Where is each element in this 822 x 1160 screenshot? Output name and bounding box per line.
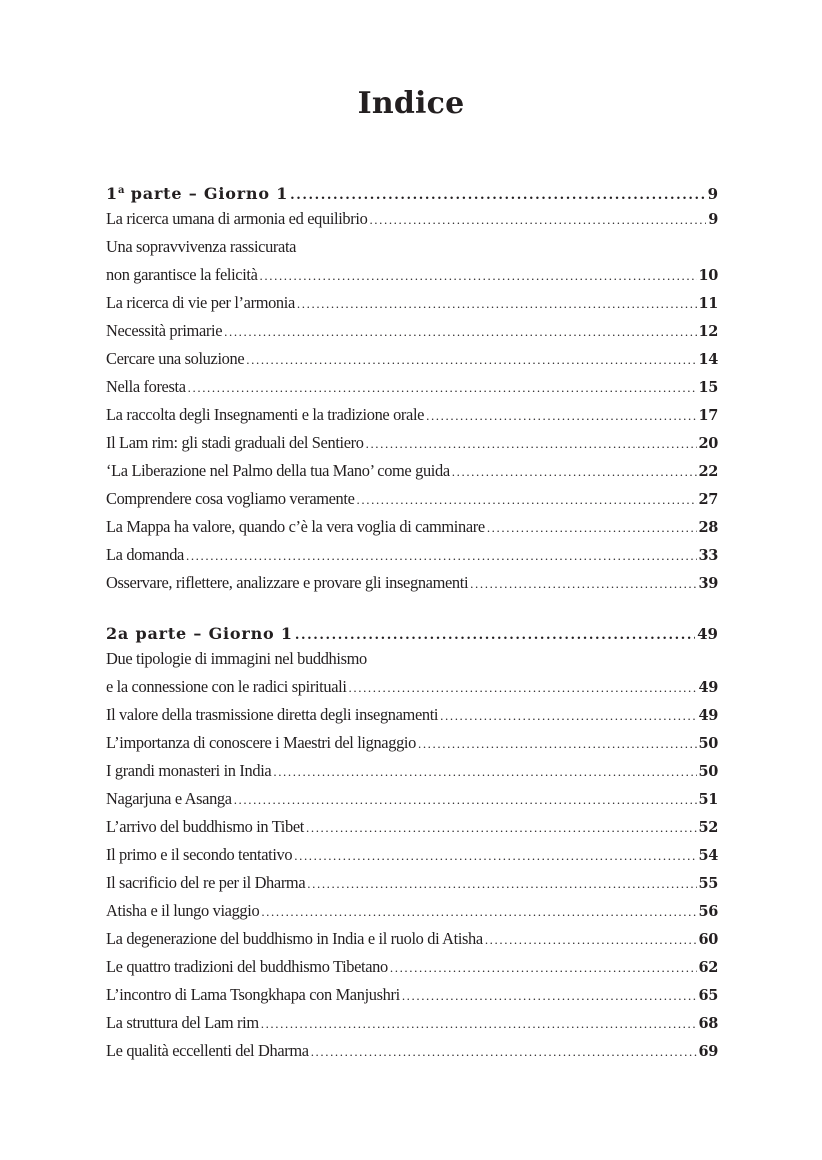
part-heading-label: 2a parte – Giorno 1 bbox=[106, 624, 293, 643]
toc-section-1 bbox=[106, 177, 718, 597]
toc-entry-label: Il sacrificio del re per il Dharma bbox=[106, 873, 306, 892]
dot-leader bbox=[224, 318, 696, 346]
part-heading-label: 1$^a$ parte – Giorno 1 bbox=[106, 184, 289, 203]
toc-entry[interactable] bbox=[106, 673, 718, 701]
dot-leader bbox=[297, 290, 697, 318]
dot-leader bbox=[234, 786, 697, 814]
page-number: 54 bbox=[698, 847, 718, 864]
toc-entry[interactable] bbox=[106, 701, 718, 729]
page-number: 52 bbox=[698, 819, 718, 836]
page-number: 11 bbox=[698, 295, 718, 312]
toc-entry[interactable] bbox=[106, 485, 718, 513]
toc-entry-label: La ricerca di vie per l’armonia bbox=[106, 293, 295, 312]
toc-entry-label: La raccolta degli Insegnamenti e la tradizione orale bbox=[106, 405, 425, 424]
toc-entry[interactable] bbox=[106, 345, 718, 373]
toc-entry[interactable] bbox=[106, 317, 718, 345]
toc-entry-label: L’incontro di Lama Tsongkhapa con Manjushri bbox=[106, 985, 400, 1004]
toc-entry[interactable] bbox=[106, 841, 718, 869]
toc-entry[interactable] bbox=[106, 261, 718, 289]
toc-entry[interactable] bbox=[106, 1037, 718, 1065]
toc-entry[interactable] bbox=[106, 569, 718, 597]
page-number: 60 bbox=[698, 931, 718, 948]
page-number: 39 bbox=[698, 575, 718, 592]
toc-entry[interactable] bbox=[106, 953, 718, 981]
dot-leader bbox=[440, 702, 696, 730]
dot-leader bbox=[470, 570, 696, 598]
page-number: 49 bbox=[698, 679, 718, 696]
toc-entry-label: I grandi monasteri in India bbox=[106, 761, 272, 780]
page-number: 14 bbox=[698, 351, 718, 368]
page-number: 50 bbox=[698, 735, 718, 752]
page-title: Indice bbox=[357, 86, 465, 121]
dot-leader bbox=[487, 514, 697, 542]
dot-leader bbox=[390, 954, 697, 982]
dot-leader bbox=[485, 926, 697, 954]
toc-entry[interactable] bbox=[106, 373, 718, 401]
toc-entry[interactable] bbox=[106, 457, 718, 485]
toc-entry[interactable] bbox=[106, 925, 718, 953]
page-number: 49 bbox=[697, 625, 718, 643]
page-number: 22 bbox=[698, 463, 718, 480]
page-number: 20 bbox=[698, 435, 718, 452]
toc-entry[interactable] bbox=[106, 897, 718, 925]
dot-leader bbox=[260, 262, 697, 290]
page-number: 62 bbox=[698, 959, 718, 976]
toc-entry-label: non garantisce la felicità bbox=[106, 265, 258, 284]
dot-leader bbox=[366, 430, 697, 458]
dot-leader bbox=[186, 542, 697, 570]
toc-entry[interactable] bbox=[106, 757, 718, 785]
dot-leader bbox=[357, 486, 697, 514]
toc-entry[interactable] bbox=[106, 813, 718, 841]
dot-leader bbox=[311, 1038, 697, 1066]
toc-entry[interactable] bbox=[106, 513, 718, 541]
toc-entry[interactable] bbox=[106, 785, 718, 813]
toc-entry-label: La domanda bbox=[106, 545, 184, 564]
toc-entry-label: La struttura del Lam rim bbox=[106, 1013, 259, 1032]
toc-entry[interactable] bbox=[106, 541, 718, 569]
dot-leader bbox=[261, 1010, 697, 1038]
toc-entry-label: Comprendere cosa vogliamo veramente bbox=[106, 489, 355, 508]
page-number: 65 bbox=[698, 987, 718, 1004]
toc-entry[interactable] bbox=[106, 729, 718, 757]
dot-leader bbox=[188, 374, 697, 402]
dot-leader bbox=[418, 730, 697, 758]
page-number: 9 bbox=[707, 185, 718, 203]
toc-entry-label: Cercare una soluzione bbox=[106, 349, 245, 368]
dot-leader bbox=[349, 674, 697, 702]
toc-entry-label: La ricerca umana di armonia ed equilibrio bbox=[106, 209, 368, 228]
page-number: 28 bbox=[698, 519, 718, 536]
toc-entry-label: L’importanza di conoscere i Maestri del lignaggio bbox=[106, 733, 416, 752]
toc-entry[interactable] bbox=[106, 233, 718, 261]
page-number: 68 bbox=[698, 1015, 718, 1032]
page-number: 55 bbox=[698, 875, 718, 892]
toc-entry-label: La degenerazione del buddhismo in India e il ruolo di Atisha bbox=[106, 929, 483, 948]
toc-entry-label: Il primo e il secondo tentativo bbox=[106, 845, 293, 864]
dot-leader bbox=[261, 898, 696, 926]
dot-leader bbox=[452, 458, 697, 486]
page-number: 51 bbox=[698, 791, 718, 808]
toc-entry-label: La Mappa ha valore, quando c’è la vera voglia di camminare bbox=[106, 517, 485, 536]
toc-section-2 bbox=[106, 617, 718, 1065]
toc-entry-label: L’arrivo del buddhismo in Tibet bbox=[106, 817, 304, 836]
toc-entry-label: ‘La Liberazione nel Palmo della tua Mano’ come guida bbox=[106, 461, 450, 480]
dot-leader bbox=[369, 206, 706, 234]
page-number: 12 bbox=[698, 323, 718, 340]
dot-leader bbox=[307, 870, 696, 898]
toc-part-heading[interactable] bbox=[106, 177, 718, 205]
toc-entry-label: e la connessione con le radici spirituali bbox=[106, 677, 347, 696]
page-number: 27 bbox=[698, 491, 718, 508]
dot-leader bbox=[273, 758, 696, 786]
toc-part-heading[interactable] bbox=[106, 617, 718, 645]
toc-entry-label: Atisha e il lungo viaggio bbox=[106, 901, 260, 920]
dot-leader bbox=[426, 402, 696, 430]
toc-entry-label: Due tipologie di immagini nel buddhismo bbox=[106, 649, 367, 668]
dot-leader bbox=[402, 982, 697, 1010]
page-number: 69 bbox=[698, 1043, 718, 1060]
page-number: 56 bbox=[698, 903, 718, 920]
page-number: 10 bbox=[698, 267, 718, 284]
toc-entry[interactable] bbox=[106, 401, 718, 429]
toc-entry-label: Osservare, riflettere, analizzare e provare gli insegnamenti bbox=[106, 573, 469, 592]
toc-entry-label: Nagarjuna e Asanga bbox=[106, 789, 232, 808]
toc-entry-label: Le qualità eccellenti del Dharma bbox=[106, 1041, 309, 1060]
toc-entry[interactable] bbox=[106, 1009, 718, 1037]
toc-entry-label: Il valore della trasmissione diretta degli insegnamenti bbox=[106, 705, 439, 724]
dot-leader bbox=[306, 814, 697, 842]
toc-entry-label: Le quattro tradizioni del buddhismo Tibetano bbox=[106, 957, 388, 976]
dot-leader bbox=[246, 346, 696, 374]
page-number: 15 bbox=[698, 379, 718, 396]
dot-leader bbox=[294, 842, 696, 870]
toc-entry[interactable] bbox=[106, 429, 718, 457]
page-number: 50 bbox=[698, 763, 718, 780]
toc-entry[interactable] bbox=[106, 205, 718, 233]
toc-entry[interactable] bbox=[106, 869, 718, 897]
page-number: 9 bbox=[708, 211, 718, 228]
toc-entry[interactable] bbox=[106, 289, 718, 317]
toc-entry[interactable] bbox=[106, 981, 718, 1009]
toc-entry-label: Il Lam rim: gli stadi graduali del Sentiero bbox=[106, 433, 364, 452]
toc-entry-label: Nella foresta bbox=[106, 377, 186, 396]
page-number: 49 bbox=[698, 707, 718, 724]
page-number: 17 bbox=[698, 407, 718, 424]
page-number: 33 bbox=[698, 547, 718, 564]
toc-entry-label: Necessità primarie bbox=[106, 321, 223, 340]
toc-entry-label: Una sopravvivenza rassicurata bbox=[106, 237, 297, 256]
